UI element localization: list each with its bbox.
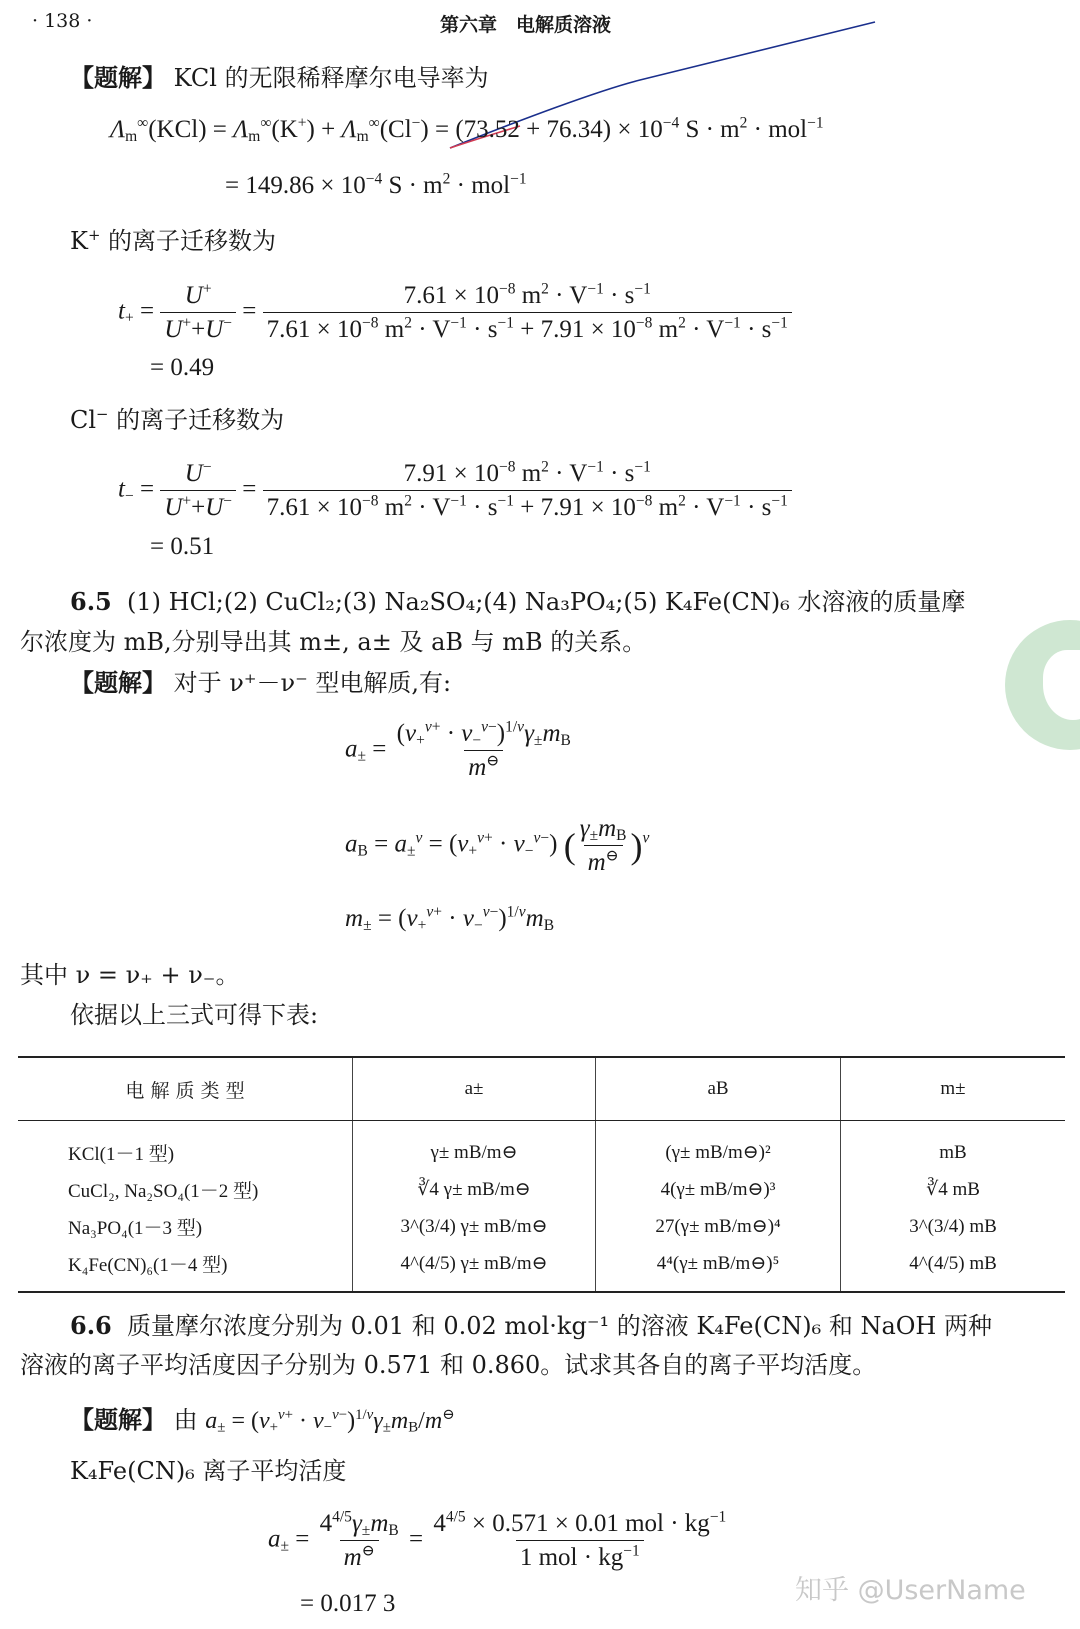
electrolyte-table: [18, 1056, 1065, 1293]
question-6-5-line2: 尔浓度为 mB,分别导出其 m±, a± 及 aB 与 mB 的关系。: [20, 628, 647, 656]
t-plus-equation: $t_+$ = $\frac{U^+}{U^++U^-}$ = $\frac{7.61 \times 10^{-8} m^2 \cdot V^{-1} \cdot s^{-1}}{7.61 \times 10^{-8} m^2 \cdot V^{-1} \cdot s^{-1} + 7.91 \times 10^{-8} m^2 \cdot V^{-1} \cdot s^{-1}}$: [118, 282, 792, 344]
cl-transference-intro: Cl− 的离子迁移数为: [70, 405, 285, 434]
header-m-pm: m±: [841, 1057, 1066, 1121]
solution-label: 【题解】: [70, 63, 166, 92]
k-transference-intro: K+ 的离子迁移数为: [70, 226, 277, 255]
k4fecn6-activity-equation: $a_\pm$ = $\frac{4^{4/5}\gamma_\pm m_B}{m^⊖}$ = $\frac{4^{4/5} \times 0.571 \times 0.01 mol \cdot kg^{-1}}{1 mol \cdot kg^{-1}}$: [268, 1508, 727, 1571]
table-row: Na₃PO₄(1－3 型) 3^(3/4) γ± mB/m⊖ 27(γ± mB/m⊖)⁴ 3^(3/4) mB: [18, 1208, 1065, 1245]
molar-conductivity-result: = $149.86 \times 10^{-4}$ $S \cdot m^2 \cdot mol^{-1}$: [225, 170, 527, 199]
k4fecn6-activity-result: = 0.017 3: [300, 1590, 396, 1617]
where-note: 其中 ν = ν₊ + ν₋。: [20, 961, 240, 989]
solution-label: 【题解】: [70, 668, 166, 697]
a-b-formula: $a_B = a_\pm^\nu = (\nu_+^{\nu+} \cdot \nu_-^{\nu-})$ ( $\frac{\gamma_\pm m_B}{m^⊖}$ )$^\nu$: [345, 815, 650, 876]
header-a-b: aB: [596, 1057, 841, 1121]
pen-annotation: [0, 0, 1080, 200]
app-logo-icon: [1005, 620, 1080, 750]
table-intro: 依据以上三式可得下表:: [70, 1001, 319, 1029]
table-row: K₄Fe(CN)₆(1－4 型) 4^(4/5) γ± mB/m⊖ 4⁴(γ± mB/m⊖)⁵ 4^(4/5) mB: [18, 1245, 1065, 1292]
solution-intro: [70, 62, 489, 94]
solution-label: 【题解】: [70, 1405, 166, 1434]
solution-intro-text: KCl 的无限稀释摩尔电导率为: [173, 64, 489, 92]
solution-6-6-intro: 【题解】 由 $a_\pm = (\nu_+^{\nu+} \cdot \nu_-^{\nu-})^{1/\nu}\gamma_\pm m_B/m^⊖$: [70, 1405, 455, 1436]
question-6-5-line1: 6.5 (1) HCl;(2) CuCl₂;(3) Na₂SO₄;(4) Na₃PO₄;(5) K₄Fe(CN)₆ 水溶液的质量摩: [70, 587, 966, 616]
m-plusminus-formula: $m_\pm = (\nu_+^{\nu+} \cdot \nu_-^{\nu-})^{1/\nu}m_B$: [345, 903, 555, 934]
watermark: 知乎 @UserName: [795, 1575, 1026, 1606]
t-minus-equation: $t_-$ = $\frac{U^-}{U^++U^-}$ = $\frac{7.91 \times 10^{-8} m^2 \cdot V^{-1} \cdot s^{-1}}{7.61 \times 10^{-8} m^2 \cdot V^{-1} \cdot s^{-1} + 7.91 \times 10^{-8} m^2 \cdot V^{-1} \cdot s^{-1}}$: [118, 460, 792, 522]
page-number: · 138 ·: [32, 10, 93, 32]
table-row: CuCl₂, Na₂SO₄(1－2 型) ∛4 γ± mB/m⊖ 4(γ± mB/m⊖)³ ∛4 mB: [18, 1171, 1065, 1208]
header-type: 电 解 质 类 型: [18, 1057, 353, 1121]
question-6-6-line1: 6.6 质量摩尔浓度分别为 0.01 和 0.02 mol·kg⁻¹ 的溶液 K₄Fe(CN)₆ 和 NaOH 两种: [70, 1311, 992, 1340]
question-6-6-line2: 溶液的离子平均活度因子分别为 0.571 和 0.860。试求其各自的离子平均活度。: [20, 1351, 877, 1379]
table-row: KCl(1－1 型) γ± mB/m⊖ (γ± mB/m⊖)² mB: [18, 1121, 1065, 1172]
k4fecn6-intro: K₄Fe(CN)₆ 离子平均活度: [70, 1457, 347, 1485]
chapter-title: 第六章 电解质溶液: [440, 14, 612, 36]
question-number: 6.5: [70, 587, 112, 616]
t-plus-result: = 0.49: [150, 354, 215, 381]
table-header-row: [18, 1057, 1065, 1121]
header-a-pm: a±: [353, 1057, 596, 1121]
a-plusminus-formula: $a_\pm$ = $\frac{(\nu_+^{\nu+} \cdot \nu_-^{\nu-})^{1/\nu}\gamma_\pm m_B}{m^⊖}$: [345, 718, 571, 781]
solution-6-5-intro: 【题解】 对于 ν⁺－ν⁻ 型电解质,有:: [70, 668, 452, 697]
t-minus-result: = 0.51: [150, 533, 215, 560]
question-number: 6.6: [70, 1311, 112, 1340]
molar-conductivity-equation: $\Lambda_m^\infty(KCl) = \Lambda_m^\infty(K^+) + \Lambda_m^\infty(Cl^-) = (73.52 + 76.34) \times 10^{-4}$ $S \cdot m^2 \cdot mol^{-1}$: [110, 114, 824, 145]
